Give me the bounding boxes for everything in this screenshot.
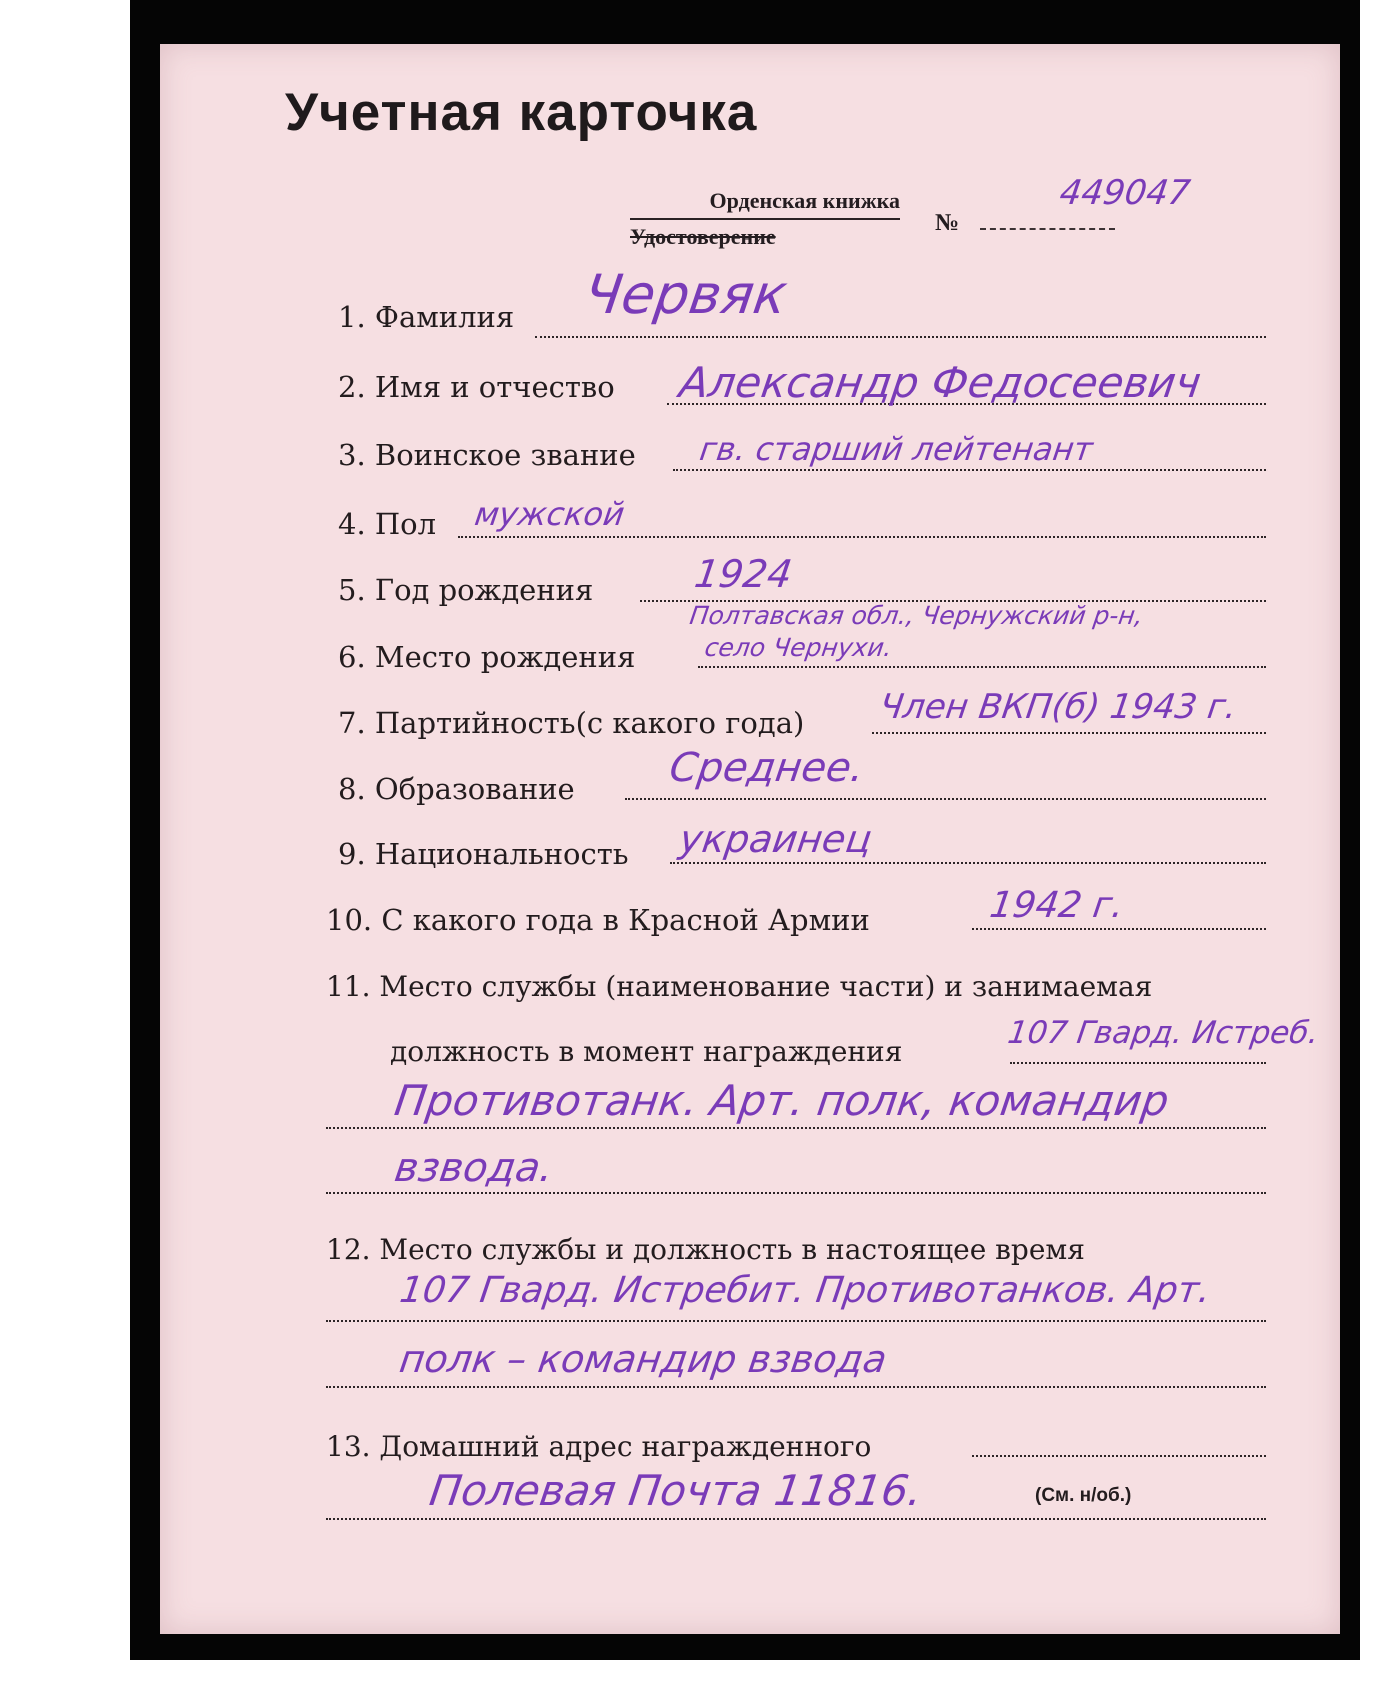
field-nationality-label: 9. Национальность bbox=[338, 837, 629, 871]
field-service-award-line2 bbox=[326, 1127, 1266, 1129]
footer-see-reverse: (См. н/об.) bbox=[1035, 1485, 1132, 1506]
field-service-current-value-line2: полк – командир взвода bbox=[396, 1337, 890, 1381]
field-sex-line bbox=[458, 536, 1266, 538]
field-home-address-line1 bbox=[972, 1455, 1266, 1457]
field-service-award-line3 bbox=[326, 1192, 1266, 1194]
field-service-current-label: 12. Место службы и должность в настоящее время bbox=[326, 1233, 1085, 1266]
field-army-year-label: 10. С какого года в Красной Армии bbox=[326, 903, 870, 937]
card-title: Учетная карточка bbox=[285, 83, 758, 142]
field-rank-line bbox=[673, 469, 1266, 471]
field-name-label: 2. Имя и отчество bbox=[338, 370, 615, 404]
doc-type-certificate-struck: Удостоверение bbox=[630, 224, 776, 249]
field-nationality-line bbox=[670, 862, 1266, 864]
field-rank-value: гв. старший лейтенант bbox=[697, 430, 1096, 468]
field-birthplace-label: 6. Место рождения bbox=[338, 640, 636, 674]
field-service-current-line2 bbox=[326, 1386, 1266, 1388]
field-service-award-label-line2: должность в момент награждения bbox=[390, 1035, 903, 1068]
field-education-value: Среднее. bbox=[666, 745, 867, 791]
field-army-year-value: 1942 г. bbox=[987, 885, 1127, 926]
field-birthplace-value-line2: село Чернухи. bbox=[702, 633, 894, 662]
document-type bbox=[630, 188, 900, 250]
field-army-year-line bbox=[972, 928, 1266, 930]
field-service-award-value-line3: взвода. bbox=[391, 1145, 557, 1191]
field-service-award-value-line2: Противотанк. Арт. полк, командир bbox=[391, 1076, 1172, 1125]
field-name-value: Александр Федосеевич bbox=[676, 358, 1205, 407]
field-surname-line bbox=[535, 336, 1266, 338]
field-service-award-value-line1: 107 Гвард. Истреб. bbox=[1005, 1015, 1322, 1051]
number-label: № bbox=[935, 210, 960, 236]
field-home-address-value: Полевая Почта 11816. bbox=[426, 1466, 926, 1515]
field-party-line bbox=[872, 732, 1266, 734]
field-birth-year-value: 1924 bbox=[691, 552, 795, 596]
field-nationality-value: украинец bbox=[676, 817, 875, 861]
field-service-award-label-line1: 11. Место службы (наименование части) и занимаемая bbox=[326, 970, 1153, 1003]
field-home-address-line2 bbox=[326, 1518, 1266, 1520]
field-service-current-value-line1: 107 Гвард. Истребит. Противотанков. Арт. bbox=[397, 1270, 1214, 1311]
field-education-line bbox=[625, 798, 1266, 800]
field-rank-label: 3. Воинское звание bbox=[338, 438, 636, 472]
field-party-label: 7. Партийность(с какого года) bbox=[338, 706, 805, 740]
field-surname-label: 1. Фамилия bbox=[338, 300, 515, 334]
field-birthplace-value-line1: Полтавская обл., Чернужский р-н, bbox=[687, 601, 1145, 630]
number-line bbox=[980, 228, 1115, 230]
field-birth-year-label: 5. Год рождения bbox=[338, 573, 594, 607]
field-surname-value: Червяк bbox=[580, 263, 791, 326]
doc-type-order-book: Орденская книжка bbox=[630, 188, 900, 220]
field-education-label: 8. Образование bbox=[338, 772, 575, 806]
field-birthplace-line bbox=[698, 666, 1266, 668]
field-sex-value: мужской bbox=[472, 495, 627, 533]
field-home-address-label: 13. Домашний адрес награжденного bbox=[326, 1430, 872, 1463]
field-party-value: Член ВКП(б) 1943 г. bbox=[877, 687, 1240, 727]
field-sex-label: 4. Пол bbox=[338, 507, 437, 541]
number-value: 449047 bbox=[1057, 173, 1193, 213]
field-service-award-line1 bbox=[1010, 1062, 1266, 1064]
field-service-current-line1 bbox=[326, 1320, 1266, 1322]
